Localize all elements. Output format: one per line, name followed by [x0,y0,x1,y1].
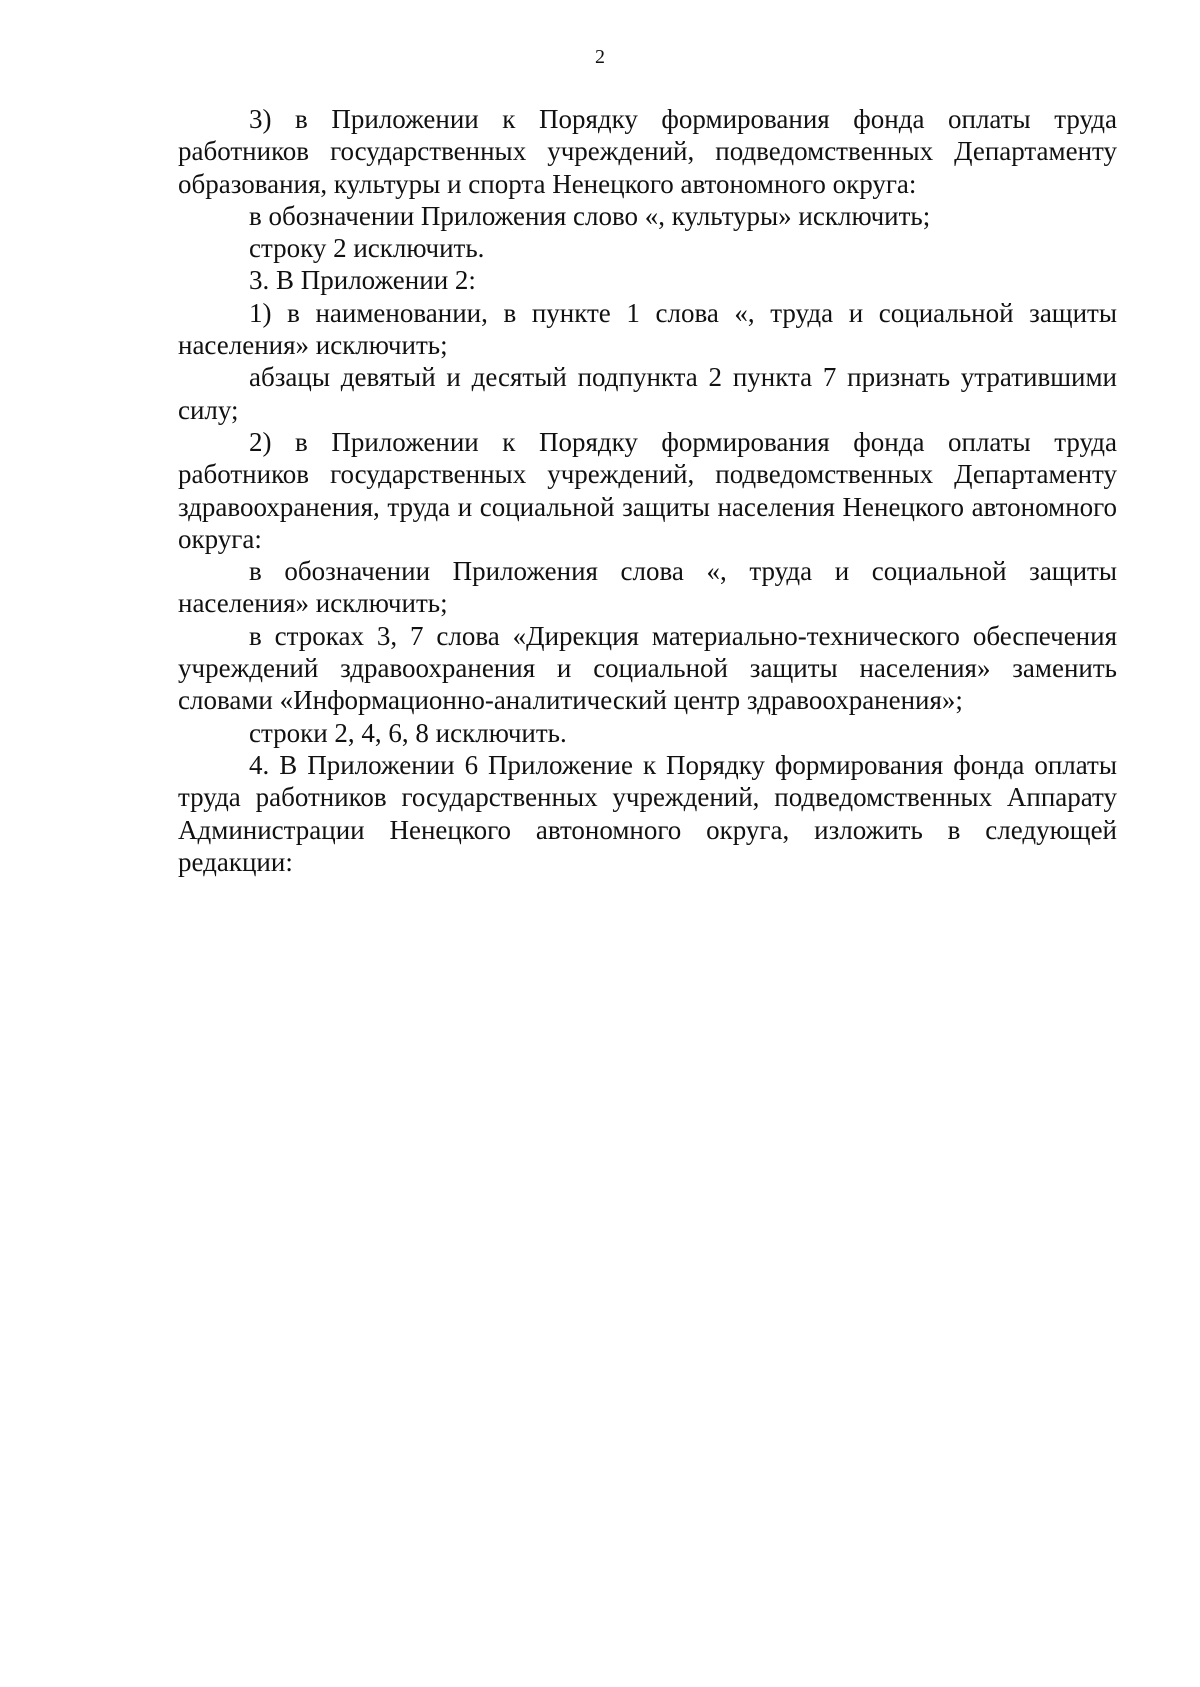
paragraph-row-2: строку 2 исключить. [249,233,485,264]
paragraph-designation-culture: в обозначении Приложения слово «, культуры» исключить; [249,200,931,231]
paragraph-designation-labor: в обозначении Приложения слова «, труда и социальной защиты населения» исключить; [178,556,1117,619]
paragraph-3-2: 2) в Приложении к Порядку формирования фонда оплаты труда работников государственных учреждений, подведомственных Департаменту здравоохранения, труда и социальной защиты населения Ненецкого автономного округа: [178,426,1117,554]
paragraph-3-3: 3) в Приложении к Порядку формирования фонда оплаты труда работников государственных учреждений, подведомственных Департаменту образования, культуры и спорта Ненецкого автономного округа: [178,104,1117,199]
paragraph-rows-3-7: в строках 3, 7 слова «Дирекция материально-технического обеспечения учреждений здравоохранения и социальной защиты населения» заменить словами «Информационно-аналитический центр здравоохранения»; [178,620,1117,716]
paragraph-rows-exclude: строки 2, 4, 6, 8 исключить. [249,717,567,748]
document-body [178,103,1117,878]
paragraph-3-1: 1) в наименовании, в пункте 1 слова «, труда и социальной защиты населения» исключить; [178,297,1117,361]
paragraph-invalid-clauses: абзацы девятый и десятый подпункта 2 пункта 7 признать утратившими силу; [178,362,1117,425]
page-number: 2 [595,46,605,68]
paragraph-item-3-heading: 3. В Приложении 2: [249,265,476,296]
paragraph-item-4: 4. В Приложении 6 Приложение к Порядку формирования фонда оплаты труда работников государственных учреждений, подведомственных Аппарату Администрации Ненецкого автономного округа, изложить в следующей редакции: [178,749,1117,877]
